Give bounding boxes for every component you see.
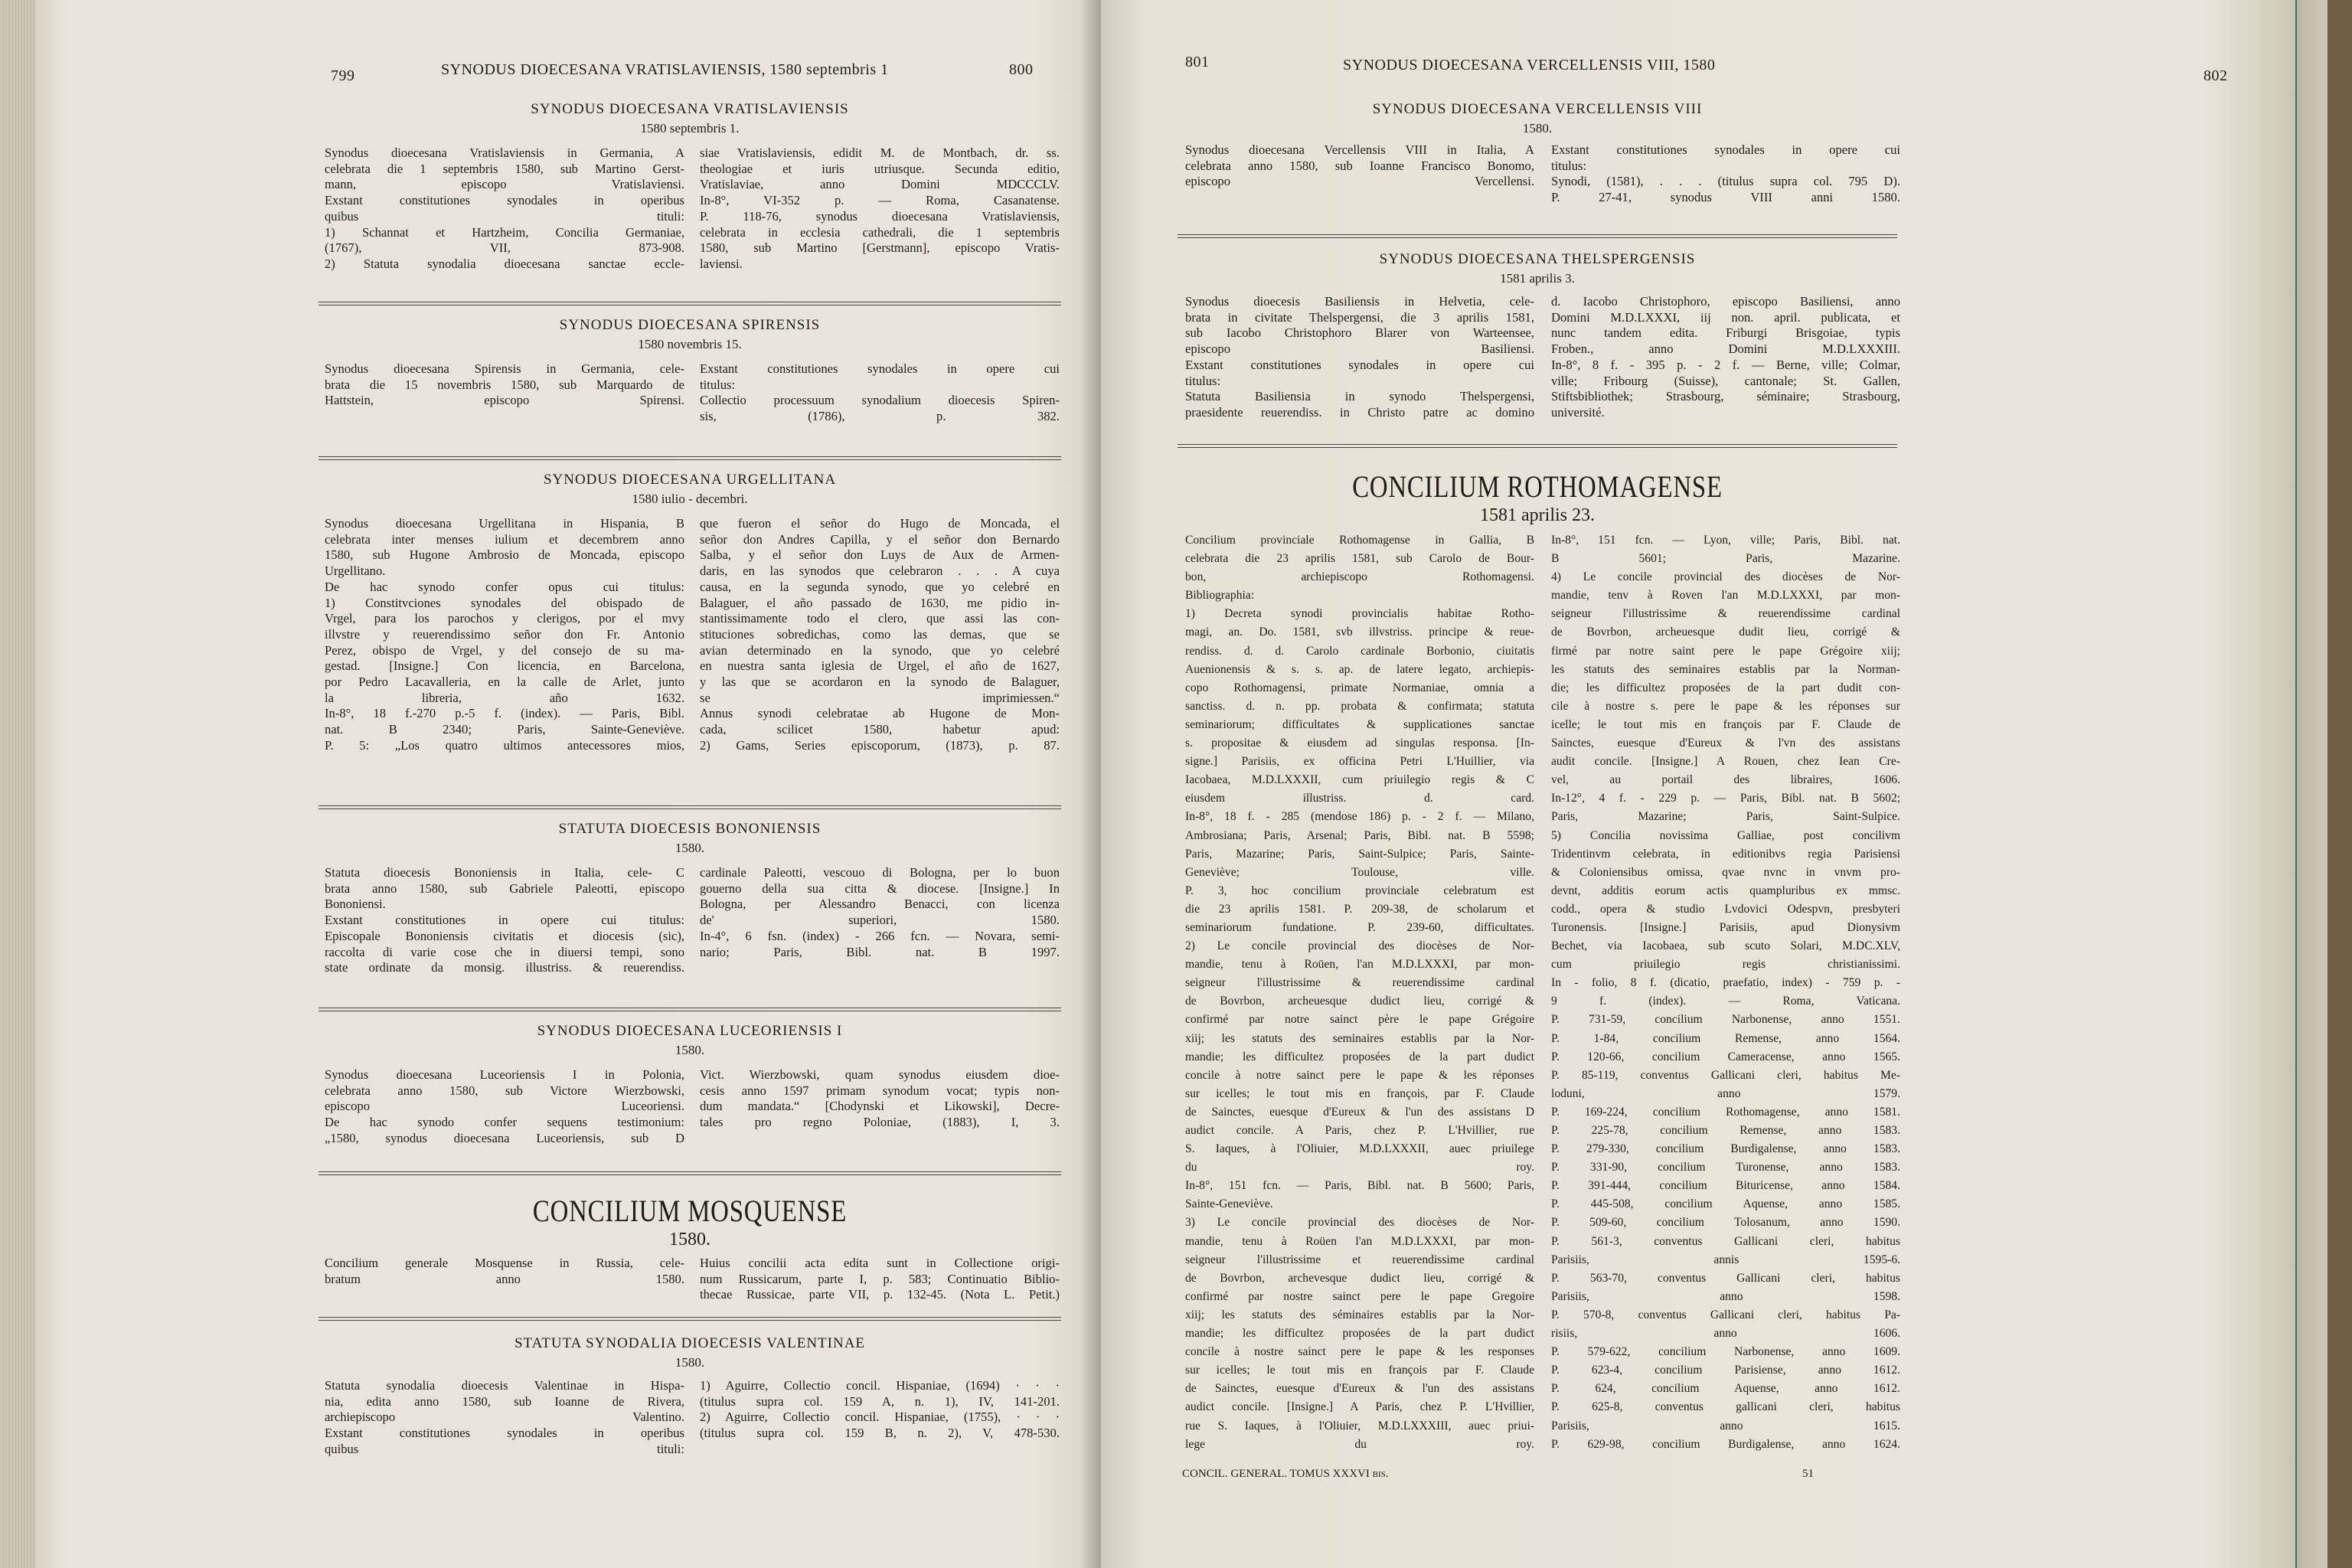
page-number-left: 801: [1185, 54, 1210, 70]
text-line: Concilium generale Mosquense in Russia, cele-: [325, 1256, 684, 1270]
text-line: „1580, synodus dioecesana Luceoriensis, sub D: [325, 1130, 684, 1145]
text-line: 2) Gams, Series episcoporum, (1873), p. 87.: [700, 737, 1060, 753]
section-rule: [318, 1171, 1061, 1175]
text-line: P. 570-8, conventus Gallicani cleri, habitus Pa-: [1551, 1308, 1900, 1321]
section-date: 1580 iulio - decembri.: [632, 492, 748, 506]
text-line: In-8°, 151 fcn. — Paris, Bibl. nat. B 5600; Paris,: [1185, 1179, 1534, 1193]
text-line: loduni, anno 1579.: [1551, 1086, 1900, 1100]
text-line: concile à notre sainct pere le pape & les réponses: [1185, 1068, 1534, 1082]
vercellensis-col2: [1551, 142, 1900, 206]
text-line: 1580, sub Hugone Ambrosio de Moncada, episcopo: [325, 547, 684, 563]
valentinae-col2: [700, 1378, 1060, 1442]
text-line: die; les difficultez proposées de la part dudit con-: [1551, 681, 1900, 694]
text-line: P. 563-70, conventus Gallicani cleri, habitus: [1551, 1271, 1900, 1285]
section-title: SYNODUS DIOECESANA URGELLITANA: [543, 472, 837, 488]
text-line: Sainctes, euesque d'Eureux & l'vn des assistans: [1551, 737, 1900, 750]
text-line: In-8°, 151 fcn. — Lyon, ville; Paris, Bibl. nat.: [1551, 534, 1900, 547]
text-line: num Russicarum, parte I, p. 583; Continuatio Biblio-: [700, 1271, 1060, 1286]
text-line: 1) Decreta synodi provincialis habitae Rotho-: [1185, 607, 1534, 621]
text-line: d. Iacobo Christophoro, episcopo Basiliensi, anno: [1551, 294, 1900, 309]
text-line: (titulus supra col. 159 A, n. 1), IV, 141-201.: [700, 1393, 1060, 1409]
text-line: P. 279-330, concilium Burdigalense, anno 1583.: [1551, 1142, 1900, 1156]
text-line: 2) Aguirre, Collectio concil. Hispaniae, (1755), · · ·: [700, 1410, 1060, 1425]
text-line: stituciones sobredichas, como las demas, que se: [700, 626, 1060, 642]
text-line: Synodus dioecesana Vratislaviensis in Germania, A: [325, 145, 684, 160]
text-line: du roy.: [1185, 1161, 1534, 1174]
section-rule: [318, 302, 1061, 305]
text-line: tales pro regno Poloniae, (1883), I, 3.: [700, 1115, 1060, 1130]
text-line: sur icelles; le tout mis en françois par F. Claude: [1185, 1364, 1534, 1377]
text-line: Synodi, (1581), . . . (titulus supra col. 795 D).: [1551, 174, 1900, 189]
text-line: mandie, tenu à Roüen l'an M.D.LXXXI, par mon-: [1185, 1234, 1534, 1248]
section-title: SYNODUS DIOECESANA THELSPERGENSIS: [1379, 251, 1696, 267]
text-line: audict concile. [Insigne.] A Paris, chez P. L'Hvillier,: [1185, 1400, 1534, 1414]
text-line: Parisiis, anno 1615.: [1551, 1419, 1900, 1432]
text-line: De hac synodo confer sequens testimonium:: [325, 1115, 684, 1130]
text-line: De hac synodo confer opus cui titulus:: [325, 579, 684, 594]
big-title: CONCILIUM ROTHOMAGENSE: [1352, 469, 1723, 504]
running-head: SYNODUS DIOECESANA VRATISLAVIENSIS, 1580 septembris 1: [441, 61, 889, 78]
section-title: SYNODUS DIOECESANA VERCELLENSIS VIII: [1372, 101, 1703, 117]
text-line: S. Iaques, à l'Oliuier, M.D.LXXXII, auec priuilege: [1185, 1142, 1534, 1156]
section-col1: [325, 145, 684, 273]
page-number-right: 800: [1009, 61, 1034, 78]
section-title: SYNODUS DIOECESANA SPIRENSIS: [559, 317, 821, 333]
text-line: audict concile. A Paris, chez P. L'Hvillier, rue: [1185, 1124, 1534, 1137]
text-line: celebrata die 23 aprilis 1581, sub Carolo de Bour-: [1185, 552, 1534, 566]
text-line: Bononiensi.: [325, 897, 386, 912]
thelspergensis-col1: [1185, 294, 1534, 421]
text-line: die 23 aprilis 1581. P. 209-38, de scholarum et: [1185, 902, 1534, 916]
text-line: 1580, sub Martino [Gerstmann], episcopo Vratis-: [700, 240, 1060, 256]
text-line: de Bovrbon, archevesque dudict lieu, corrigé &: [1185, 1271, 1534, 1285]
text-line: de' superiori, 1580.: [700, 913, 1060, 928]
section-date: 1580.: [1522, 121, 1553, 136]
text-line: P. 331-90, concilium Turonense, anno 1583.: [1551, 1161, 1900, 1174]
text-line: causa, en la segunda synodo, que yo celebré en: [700, 579, 1060, 594]
text-line: brata anno 1580, sub Gabriele Paleotti, episcopo: [325, 880, 684, 896]
text-line: P. 445-508, concilium Aquense, anno 1585.: [1551, 1197, 1900, 1211]
text-line: rue S. Iaques, à l'Oliuier, M.D.LXXXIII, auec priui-: [1185, 1419, 1534, 1432]
text-line: Sainte-Geneviève.: [1185, 1197, 1273, 1211]
text-line: In-8°, 18 f. - 285 (mendose 186) p. - 2 f. — Milano,: [1185, 810, 1534, 824]
text-line: cardinale Paleotti, vescouo di Bologna, per lo buon: [700, 865, 1060, 880]
text-line: seigneur l'illustrissime & reuerendissime cardinal: [1185, 976, 1534, 990]
text-line: Hattstein, episcopo Spirensi.: [325, 393, 684, 408]
text-line: P. 579-622, concilium Narbonense, anno 1609.: [1551, 1345, 1900, 1359]
section-rule: [318, 1317, 1061, 1321]
text-line: In - folio, 8 f. (dicatio, praefatio, index) - 759 p. -: [1551, 976, 1900, 990]
text-line: sanctiss. d. n. pp. probata & confirmata; statuta: [1185, 699, 1534, 713]
big-date: 1581 aprilis 23.: [1480, 505, 1595, 525]
text-line: avian determinado en la synodo, que yo celebré: [700, 642, 1060, 658]
text-line: Vict. Wierzbowski, quam synodus eiusdem dioe-: [700, 1067, 1060, 1082]
section-col1: [325, 361, 684, 409]
text-line: state ordinate da monsig. illustriss. & reuerendiss.: [325, 960, 684, 975]
text-line: Ambrosiana; Paris, Arsenal; Paris, Bibl. nat. B 5598;: [1185, 828, 1534, 842]
text-line: gestad. [Insigne.] Con licencia, en Barcelona,: [325, 658, 684, 674]
text-line: Synodus dioecesis Basiliensis in Helvetia, cele-: [1185, 294, 1534, 309]
text-line: dum mandata.“ [Chodynski et Likowski], Decre-: [700, 1099, 1060, 1114]
section-col2: [700, 516, 1060, 754]
text-line: université.: [1551, 404, 1605, 420]
section-date: 1580.: [675, 841, 705, 855]
text-line: Vrgel, para los parochos y clerigos, por el mvy: [325, 611, 684, 626]
text-line: Synodus dioecesana Vercellensis VIII in Italia, A: [1185, 142, 1534, 157]
section-col2: [700, 145, 1060, 273]
text-line: gouerno della sua citta & diocese. [Insigne.] In: [700, 880, 1060, 896]
text-line: P. 3, hoc concilium provinciale celebratum est: [1185, 884, 1534, 897]
section-date: 1580.: [675, 1355, 705, 1370]
text-line: 1) Schannat et Hartzheim, Concilia Germaniae,: [325, 224, 684, 240]
text-line: bon, archiepiscopo Rothomagensi.: [1185, 570, 1534, 584]
text-line: Salba, y el señor don Luys de Aux de Armen-: [700, 547, 1060, 563]
text-line: magi, an. Do. 1581, svb illvstriss. principe & reue-: [1185, 626, 1534, 639]
text-line: concile à nostre sainct pere le pape & les responses: [1185, 1345, 1534, 1359]
text-line: Statuta dioecesis Bononiensis in Italia, cele- C: [325, 865, 684, 880]
text-line: y las que se acordaron en la synodo de Balaguer,: [700, 675, 1060, 690]
text-line: Statuta Basiliensia in synodo Thelspergensi,: [1185, 389, 1534, 404]
text-line: Parisiis, anno 1598.: [1551, 1289, 1900, 1303]
text-line: firmé par notre saint pere le pape Grégoire xiij;: [1551, 644, 1900, 658]
text-line: episcopo Luceoriensi.: [325, 1099, 684, 1114]
text-line: praesidente reuerendiss. in Christo patre ac domino: [1185, 404, 1534, 420]
section-col1: [325, 865, 684, 976]
rothomagense-col1: [1185, 531, 1534, 1454]
text-line: de Sainctes, euesque d'Eureux & l'un des assistans: [1185, 1382, 1534, 1396]
text-line: Domini M.D.LXXXI, iij non. april. publicata, et: [1551, 309, 1900, 325]
text-line: 2) Le concile provincial des diocèses de Nor-: [1185, 939, 1534, 953]
text-line: archiepiscopo Valentino.: [325, 1410, 684, 1425]
text-line: de Bovrbon, archeuesque dudit lieu, corrigé &: [1551, 626, 1900, 639]
right-page: [1101, 0, 2295, 1568]
text-line: In-4°, 6 fsn. (index) - 266 fcn. — Novara, semi-: [700, 928, 1060, 943]
text-line: In-8°, 8 f. - 395 p. - 2 f. — Berne, ville; Colmar,: [1551, 357, 1900, 372]
text-line: Perez, obispo de Vrgel, y del consejo de su ma-: [325, 642, 684, 658]
text-line: devnt, additis eorum actis quampluribus ex mmsc.: [1551, 884, 1900, 897]
text-line: celebrata die 1 septembris 1580, sub Martino Gerst-: [325, 161, 684, 176]
text-line: Tridentinvm celebrata, in editionibvs regia Parisiensi: [1551, 847, 1900, 861]
text-line: In-8°, VI-352 p. — Roma, Casanatense.: [700, 193, 1060, 208]
text-line: de Sainctes, euesque d'Eureux & l'un des assistans D: [1185, 1105, 1534, 1119]
text-line: icelle; le tout mis en françois par F. Claude de: [1551, 717, 1900, 731]
text-line: se imprimiessen.“: [700, 690, 1060, 705]
text-line: celebrata anno 1580, sub Ioanne Francisco Bonomo,: [1185, 158, 1534, 173]
big-date: 1580.: [669, 1230, 710, 1250]
footer-sheet-number: 51: [1802, 1468, 1814, 1480]
vercellensis-col1: [1185, 142, 1534, 190]
text-line: Huius concilii acta edita sunt in Collectione origi-: [700, 1256, 1060, 1270]
text-line: P. 1-84, concilium Remense, anno 1564.: [1551, 1031, 1900, 1045]
text-line: Bechet, via Iacobaea, sub scuto Solari, M.DC.XLV,: [1551, 939, 1900, 953]
text-line: Exstant constitutiones in opere cui titulus:: [325, 913, 684, 928]
rothomagense-col2: [1551, 531, 1900, 1454]
footer-signature: CONCIL. GENERAL. TOMUS XXXVI bis.: [1182, 1468, 1389, 1480]
text-line: cada, scilicet 1580, habetur apud:: [700, 722, 1060, 737]
section-col2: [700, 865, 1060, 960]
mosquense-col2: [700, 1256, 1060, 1303]
text-line: siae Vratislaviensis, edidit M. de Montbach, dr. ss.: [700, 145, 1060, 160]
section-date: 1580 septembris 1.: [640, 121, 740, 136]
text-line: Parisiis, annis 1595-6.: [1551, 1253, 1900, 1266]
mosquense-col1: [325, 1256, 684, 1287]
text-line: daris, en las synodos que celebraron . . . A cuya: [700, 564, 1060, 579]
section-title: SYNODUS DIOECESANA VRATISLAVIENSIS: [531, 101, 849, 117]
text-line: cesis anno 1597 primam synodum vocat; typis non-: [700, 1083, 1060, 1098]
page-number-left: 799: [331, 67, 355, 84]
text-line: Exstant constitutiones synodales in opere cui: [1551, 142, 1900, 157]
section-title: STATUTA DIOECESIS BONONIENSIS: [558, 821, 822, 837]
text-line: Synodus dioecesana Luceoriensis I in Polonia,: [325, 1067, 684, 1082]
text-line: P. 27-41, synodus VIII anni 1580.: [1551, 190, 1900, 205]
text-line: P. 5: „Los quatro ultimos antecessores mios,: [325, 737, 684, 753]
text-line: señor don Andres Capilla, y el señor don Bernardo: [700, 531, 1060, 547]
text-line: Paris, Mazarine; Paris, Saint-Sulpice; Paris, Sainte-: [1185, 847, 1534, 861]
text-line: nia, edita anno 1580, sub Ioanne de Rivera,: [325, 1393, 684, 1409]
text-line: theologiae et iuris utriusque. Secunda editio,: [700, 161, 1060, 176]
text-line: nat. B 2340; Paris, Sainte-Geneviève.: [325, 722, 684, 737]
text-line: stantissimamente todo el clero, que assi las con-: [700, 611, 1060, 626]
text-line: P. 225-78, concilium Remense, anno 1583.: [1551, 1124, 1900, 1137]
text-line: B 5601; Paris, Mazarine.: [1551, 552, 1900, 566]
section-date: 1581 aprilis 3.: [1500, 271, 1575, 286]
text-line: quibus tituli:: [325, 208, 684, 224]
big-title: CONCILIUM MOSQUENSE: [532, 1194, 848, 1228]
text-line: lege du roy.: [1185, 1437, 1534, 1451]
text-line: seigneur l'illustrissime et reuerendissime cardinal: [1185, 1253, 1534, 1266]
text-line: 1) Constitvciones synodales del obispado de: [325, 595, 684, 610]
text-line: nunc tandem edita. Friburgi Brisgoiae, typis: [1551, 325, 1900, 341]
text-line: titulus:: [700, 377, 736, 392]
text-line: sur icelles; le tout mis en françois, par F. Claude: [1185, 1086, 1534, 1100]
text-line: 2) Statuta synodalia dioecesana sanctae eccle-: [325, 256, 684, 271]
cover-edge: [2328, 0, 2352, 1568]
text-line: laviensi.: [700, 256, 743, 271]
text-line: 5) Concilia novissima Galliae, post concilivm: [1551, 828, 1900, 842]
text-line: Vratislaviae, anno Domini MDCCCLV.: [700, 177, 1060, 192]
text-line: Synodus dioecesana Urgellitana in Hispania, B: [325, 516, 684, 531]
section-rule: [318, 1008, 1061, 1011]
running-head: SYNODUS DIOECESANA VERCELLENSIS VIII, 1580: [1343, 57, 1716, 74]
text-line: nario; Paris, Bibl. nat. B 1997.: [700, 944, 1060, 959]
text-line: xiij; les statuts des séminaires establis par la Nor-: [1185, 1308, 1534, 1321]
text-line: Geneviève; Toulouse, ville.: [1185, 865, 1534, 879]
text-line: episcopo Vercellensi.: [1185, 174, 1534, 189]
section-title: SYNODUS DIOECESANA LUCEORIENSIS I: [537, 1023, 843, 1039]
section-title: STATUTA SYNODALIA DIOECESIS VALENTINAE: [514, 1335, 866, 1351]
text-line: quibus tituli:: [325, 1441, 684, 1456]
text-line: Bologna, per Alessandro Benacci, con licenza: [700, 897, 1060, 912]
text-line: risiis, anno 1606.: [1551, 1327, 1900, 1341]
text-line: celebrata in ecclesia cathedrali, die 1 septembris: [700, 224, 1060, 240]
text-line: vel, au portail des libraires, 1606.: [1551, 773, 1900, 787]
text-line: P. 623-4, concilium Parisiense, anno 1612.: [1551, 1364, 1900, 1377]
text-line: Exstant constitutiones synodales in operibus: [325, 193, 684, 208]
section-rule: [1178, 234, 1897, 238]
section-col2: [700, 1067, 1060, 1131]
section-rule: [318, 805, 1061, 809]
section-rule: [318, 456, 1061, 460]
text-line: illvstre y reuerendissimo señor don Fr. Antonio: [325, 626, 684, 642]
text-line: confirmé par nostre sainct pere le pape Gregoire: [1185, 1289, 1534, 1303]
text-line: (1767), VII, 873-908.: [325, 240, 684, 256]
text-line: Paris, Mazarine; Paris, Saint-Sulpice.: [1551, 810, 1900, 824]
text-line: Exstant constitutiones synodales in operibus: [325, 1426, 684, 1441]
text-line: mandie, tenu à Roüen, l'an M.D.LXXXI, par mon-: [1185, 958, 1534, 972]
text-line: confirmé par notre sainct père le pape Grégoire: [1185, 1013, 1534, 1027]
text-line: thecae Russicae, parte VII, p. 132-45. (Nota L. Petit.): [700, 1287, 1060, 1302]
text-line: Exstant constitutiones synodales in opere cui: [700, 361, 1060, 376]
text-line: seminariorum; difficultates & supplicationes sanctae: [1185, 717, 1534, 731]
text-line: celebrata inter menses iulium et decembrem anno: [325, 531, 684, 547]
section-col1: [325, 1067, 684, 1147]
text-line: Urgellitano.: [325, 564, 386, 579]
text-line: Synodus dioecesana Spirensis in Germania, cele-: [325, 361, 684, 376]
text-line: seminariorum fundatione. P. 239-60, difficultates.: [1185, 920, 1534, 934]
text-line: s. propositae & eiusdem ad singulas responsa. [In-: [1185, 737, 1534, 750]
text-line: codd., opera & studio Lvdovici Odespvn, presbyteri: [1551, 902, 1900, 916]
text-line: titulus:: [1185, 373, 1221, 388]
text-line: brata die 15 novembris 1580, sub Marquardo de: [325, 377, 684, 392]
text-line: In-12°, 4 f. - 229 p. — Paris, Bibl. nat. B 5602;: [1551, 792, 1900, 805]
text-line: Collectio processuum synodalium dioecesis Spiren-: [700, 393, 1060, 408]
text-line: & Coloniensibus omissa, qvae nvnc in vnvm pro-: [1551, 865, 1900, 879]
text-line: Turonensis. [Insigne.] Parisiis, apud Dionysivm: [1551, 920, 1900, 934]
text-line: raccolta di varie cose che in diuersi tempi, sono: [325, 944, 684, 959]
page-number-right: 802: [2203, 67, 2228, 84]
text-line: P. 120-66, concilium Cameracense, anno 1565.: [1551, 1050, 1900, 1063]
text-line: 4) Le concile provincial des diocèses de Nor-: [1551, 570, 1900, 584]
text-line: eiusdem illustriss. d. card.: [1185, 792, 1534, 805]
text-line: Statuta synodalia dioecesis Valentinae in Hispa-: [325, 1378, 684, 1393]
text-line: signe.] Parisiis, ex officina Petri L'Huillier, via: [1185, 755, 1534, 769]
text-line: P. 625-8, conventus gallicani cleri, habitus: [1551, 1400, 1900, 1414]
text-line: les statuts des seminaires establis par la Norman-: [1551, 662, 1900, 676]
text-line: de Bovrbon, archeuesque dudict lieu, corrigé &: [1185, 995, 1534, 1008]
text-line: mandie; les difficultez proposées de la part dudict: [1185, 1327, 1534, 1341]
text-line: cum priuilegio regis christianissimi.: [1551, 958, 1900, 972]
text-line: Bibliographia:: [1185, 589, 1255, 603]
text-line: P. 629-98, concilium Burdigalense, anno 1624.: [1551, 1437, 1900, 1451]
text-line: brata in civitate Thelspergensi, die 3 aprilis 1581,: [1185, 309, 1534, 325]
text-line: P. 169-224, concilium Rothomagense, anno 1581.: [1551, 1105, 1900, 1119]
section-date: 1580 novembris 15.: [638, 337, 742, 351]
text-line: la libreria, año 1632.: [325, 690, 684, 705]
text-line: Auenionensis & s. s. ap. de latere legato, archiepis-: [1185, 662, 1534, 676]
text-line: sis, (1786), p. 382.: [700, 409, 1060, 424]
left-page: [35, 0, 1101, 1568]
text-line: 3) Le concile provincial des diocèses de Nor-: [1185, 1216, 1534, 1230]
text-line: In-8°, 18 f.-270 p.-5 f. (index). — Paris, Bibl.: [325, 706, 684, 721]
text-line: rendiss. d. d. Carolo cardinale Borbonio, ciuitatis: [1185, 644, 1534, 658]
text-line: por Pedro Lacavalleria, en la calle de Arlet, junto: [325, 675, 684, 690]
text-line: ville; Fribourg (Suisse), cantonale; St. Gallen,: [1551, 373, 1900, 388]
text-line: Annus synodi celebratae ab Hugone de Mon-: [700, 706, 1060, 721]
text-line: Balaguer, el año passado de 1630, me pidio in-: [700, 595, 1060, 610]
text-line: mandie, tenv à Roven l'an M.D.LXXXI, par mon-: [1551, 589, 1900, 603]
text-line: Concilium provinciale Rothomagense in Gallia, B: [1185, 534, 1534, 547]
text-line: cile à nostre s. pere le pape & les réponses sur: [1551, 699, 1900, 713]
section-col2: [700, 361, 1060, 425]
text-line: mann, episcopo Vratislaviensi.: [325, 177, 684, 192]
text-line: Exstant constitutiones synodales in opere cui: [1185, 357, 1534, 372]
valentinae-col1: [325, 1378, 684, 1458]
text-line: mandie; les difficultez proposées de la part dudict: [1185, 1050, 1534, 1063]
text-line: en nuestra santa iglesia de Urgel, el año de 1627,: [700, 658, 1060, 674]
thelspergensis-col2: [1551, 294, 1900, 421]
text-line: celebrata anno 1580, sub Victore Wierzbowski,: [325, 1083, 684, 1098]
section-rule: [1178, 444, 1897, 448]
text-line: xiij; les statuts des seminaires establis par la Nor-: [1185, 1031, 1534, 1045]
text-line: que fueron el señor do Hugo de Moncada, el: [700, 516, 1060, 531]
text-line: 9 f. (index). — Roma, Vaticana.: [1551, 995, 1900, 1008]
text-line: 1) Aguirre, Collectio concil. Hispaniae, (1694) · · ·: [700, 1378, 1060, 1393]
text-line: (titulus supra col. 159 B, n. 2), V, 478-530.: [700, 1426, 1060, 1441]
text-line: bratum anno 1580.: [325, 1271, 684, 1286]
text-line: P. 624, concilium Aquense, anno 1612.: [1551, 1382, 1900, 1396]
text-line: audit concile. [Insigne.] A Rouen, chez Iean Cre-: [1551, 755, 1900, 769]
text-line: P. 85-119, conventus Gallicani cleri, habitus Me-: [1551, 1068, 1900, 1082]
text-line: Froben., anno Domini M.D.LXXXIII.: [1551, 341, 1900, 357]
text-line: P. 509-60, concilium Tolosanum, anno 1590.: [1551, 1216, 1900, 1230]
text-line: Stiftsbibliothek; Strasbourg, séminaire; Strasbourg,: [1551, 389, 1900, 404]
text-line: seigneur l'illustrissime & reuerendissime cardinal: [1551, 607, 1900, 621]
section-col1: [325, 516, 684, 754]
text-line: Iacobaea, M.D.LXXXII, cum priuilegio regis & C: [1185, 773, 1534, 787]
text-line: P. 731-59, concilium Narbonense, anno 1551.: [1551, 1013, 1900, 1027]
section-date: 1580.: [675, 1043, 705, 1057]
text-line: episcopo Basiliensi.: [1185, 341, 1534, 357]
text-line: P. 391-444, concilium Bituricense, anno 1584.: [1551, 1179, 1900, 1193]
text-line: Episcopale Bononiensis civitatis et diocesis (sic),: [325, 928, 684, 943]
text-line: P. 561-3, conventus Gallicani cleri, habitus: [1551, 1234, 1900, 1248]
text-line: copo Rothomagensi, primate Normaniae, omnia a: [1185, 681, 1534, 694]
text-line: titulus:: [1551, 158, 1587, 173]
text-line: sub Iacobo Christophoro Blarer von Warteensee,: [1185, 325, 1534, 341]
text-line: P. 118-76, synodus dioecesana Vratislaviensis,: [700, 208, 1060, 224]
